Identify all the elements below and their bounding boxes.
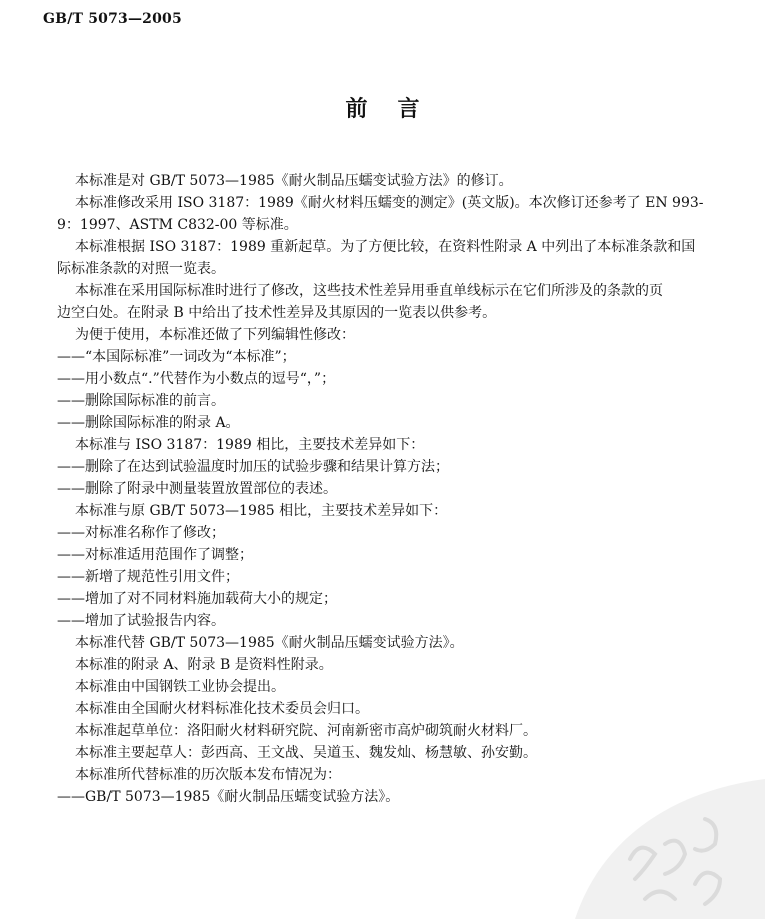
page-title: 前言 — [345, 97, 450, 122]
body-line: 本标准与 ISO 3187：1989 相比，主要技术差异如下： — [75, 437, 425, 453]
watermark-seal-image — [535, 749, 765, 919]
body-line: 本标准起草单位：洛阳耐火材料研究院、河南新密市高炉砌筑耐火材料厂。 — [75, 723, 537, 739]
body-line: ——增加了试验报告内容。 — [57, 613, 225, 629]
body-line: ——删除国际标准的附录 A。 — [57, 415, 240, 431]
body-line: 际标准条款的对照一览表。 — [57, 261, 225, 277]
body-line: ——增加了对不同材料施加载荷大小的规定； — [57, 591, 337, 607]
body-line: 本标准由中国钢铁工业协会提出。 — [75, 679, 285, 695]
body-line: ——对标准适用范围作了调整； — [57, 547, 253, 563]
body-line: 本标准与原 GB/T 5073—1985 相比，主要技术差异如下： — [75, 503, 448, 519]
body-line: 本标准的附录 A、附录 B 是资料性附录。 — [75, 657, 333, 673]
body-line: 本标准由全国耐火材料标准化技术委员会归口。 — [75, 701, 369, 717]
body-line: ——删除了在达到试验温度时加压的试验步骤和结果计算方法； — [57, 459, 449, 475]
body-line: 本标准是对 GB/T 5073—1985《耐火制品压蠕变试验方法》的修订。 — [75, 173, 513, 189]
body-line: ——对标准名称作了修改； — [57, 525, 225, 541]
body-line: ——用小数点“.”代替作为小数点的逗号“，”； — [57, 371, 336, 387]
body-line: 本标准所代替标准的历次版本发布情况为： — [75, 767, 341, 783]
standard-code-header: GB/T 5073—2005 — [43, 11, 182, 27]
body-line: ——新增了规范性引用文件； — [57, 569, 239, 585]
body-line: 本标准主要起草人：彭西高、王文战、吴道玉、魏发灿、杨慧敏、孙安勤。 — [75, 745, 537, 761]
body-line: 本标准代替 GB/T 5073—1985《耐火制品压蠕变试验方法》。 — [75, 635, 464, 651]
body-line: ——删除国际标准的前言。 — [57, 393, 225, 409]
body-line: 本标准修改采用 ISO 3187：1989《耐火材料压蠕变的测定》(英文版)。本次修订还参考了 EN 993- — [75, 195, 704, 211]
body-line: ——删除了附录中测量装置放置部位的表述。 — [57, 481, 337, 497]
body-line: 本标准根据 ISO 3187：1989 重新起草。为了方便比较，在资料性附录 A 中列出了本标准条款和国 — [75, 239, 696, 255]
body-line: ——“本国际标准”一词改为“本标准”； — [57, 349, 296, 365]
body-line: ——GB/T 5073—1985《耐火制品压蠕变试验方法》。 — [57, 789, 400, 805]
body-line: 本标准在采用国际标准时进行了修改，这些技术性差异用垂直单线标示在它们所涉及的条款的页 — [75, 283, 663, 299]
body-line: 9：1997、ASTM C832-00 等标准。 — [57, 217, 298, 233]
body-line: 为便于使用，本标准还做了下列编辑性修改： — [75, 327, 355, 343]
body-line: 边空白处。在附录 B 中给出了技术性差异及其原因的一览表以供参考。 — [57, 305, 497, 321]
